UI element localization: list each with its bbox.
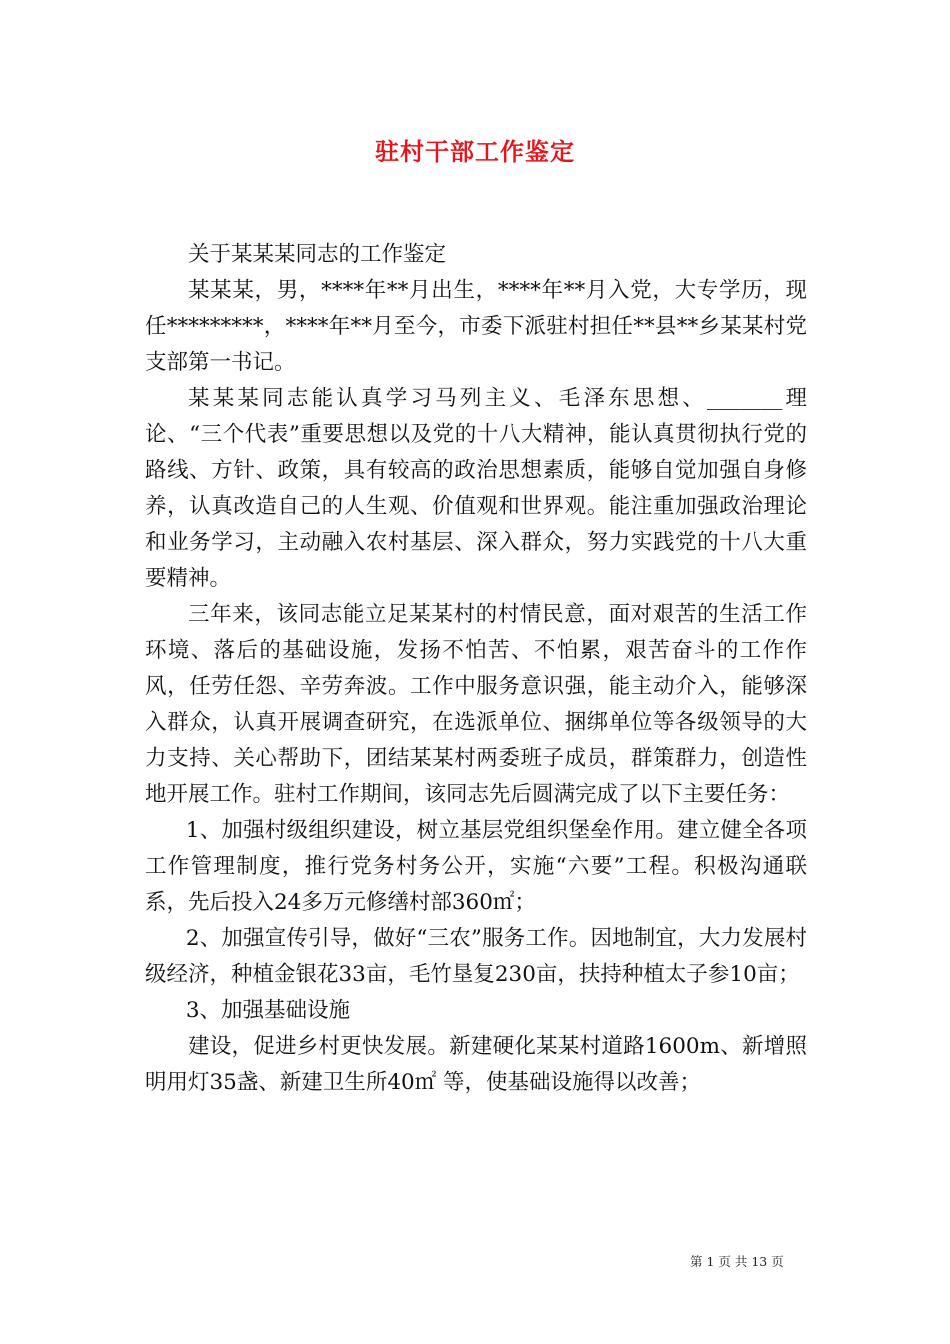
subtitle-paragraph: 关于某某某同志的工作鉴定 [188, 242, 447, 267]
task-item-3-continued: 建设，促进乡村更快发展。新建硬化某某村道路1600m、新增照明用灯35盏、新建卫生所40㎡ 等，使基础设施得以改善； [145, 1034, 807, 1095]
task-item-3: 3、加强基础设施 [185, 998, 351, 1023]
task-item-1: 1、加强村级组织建设，树立基层党组织堡垒作用。建立健全各项工作管理制度，推行党务村务公开，实施“六要”工程。积极沟通联系，先后投入24多万元修缮村部360㎡； [145, 818, 807, 915]
task-item-2: 2、加强宣传引导，做好“三农”服务工作。因地制宜，大力发展村级经济，种植金银花33亩，毛竹垦复230亩，扶持种植太子参10亩； [145, 926, 807, 987]
work-paragraph: 三年来，该同志能立足某某村的村情民意，面对艰苦的生活工作环境、落后的基础设施，发扬不怕苦、不怕累，艰苦奋斗的工作作风，任劳任怨、辛劳奔波。工作中服务意识强，能主动介入，能够深入群众，认真开展调查研究，在选派单位、捆绑单位等各级领导的大力支持、关心帮助下，团结某某村两委班子成员，群策群力，创造性地开展工作。驻村工作期间，该同志先后圆满完成了以下主要任务： [145, 602, 807, 807]
document-title: 驻村干部工作鉴定 [375, 137, 575, 166]
document-body [145, 237, 807, 1101]
page-number: 第 1 页 共 13 页 [690, 1254, 784, 1269]
political-paragraph: 某某某同志能认真学习马列主义、毛泽东思想、_______理论、“三个代表”重要思想以及党的十八大精神，能认真贯彻执行党的路线、方针、政策，具有较高的政治思想素质，能够自觉加强自身修养，认真改造自己的人生观、价值观和世界观。能注重加强政治理论和业务学习，主动融入农村基层、深入群众，努力实践党的十八大重要精神。 [145, 386, 807, 591]
intro-paragraph: 某某某，男，****年**月出生，****年**月入党，大专学历，现任*********，****年**月至今，市委下派驻村担任**县**乡某某村党支部第一书记。 [145, 278, 807, 375]
